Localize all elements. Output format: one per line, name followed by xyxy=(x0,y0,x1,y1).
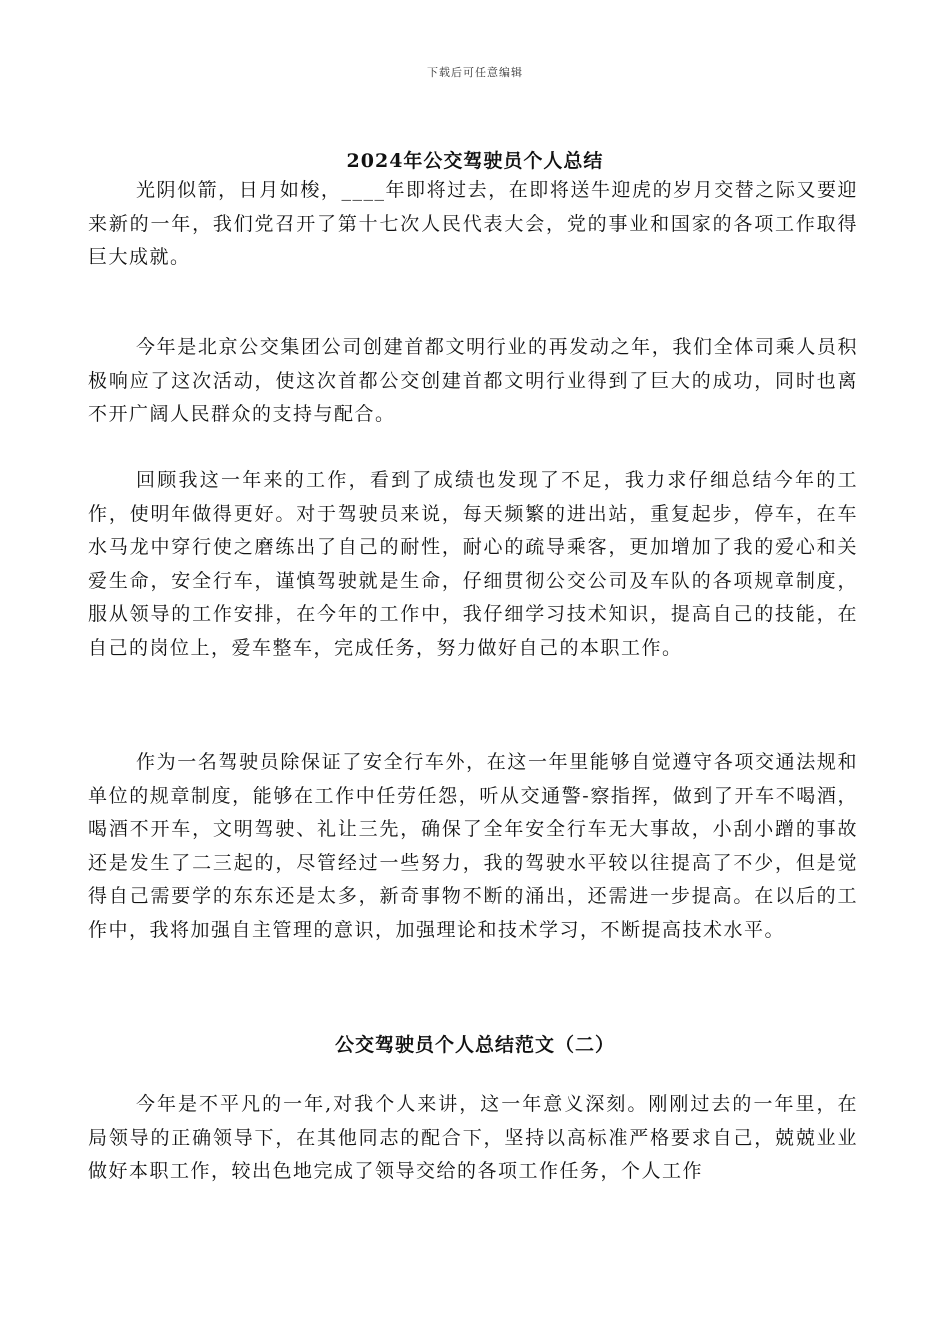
document-title: 2024年公交驾驶员个人总结 xyxy=(346,150,604,172)
section-2-paragraph: 今年是不平凡的一年,对我个人来讲，这一年意义深刻。刚刚过去的一年里，在局领导的正确领导下，在其他同志的配合下，坚持以高标准严格要求自己，兢兢业业做好本职工作，较出色地完成了领导交给的各项工作任务，个人工作 xyxy=(88,1093,858,1182)
header-note: 下载后可任意编辑 xyxy=(427,66,523,79)
paragraph-4: 作为一名驾驶员除保证了安全行车外，在这一年里能够自觉遵守各项交通法规和单位的规章制度，能够在工作中任劳任怨，听从交通警-察指挥，做到了开车不喝酒，喝酒不开车，文明驾驶、礼让三先，确保了全年安全行车无大事故，小刮小蹭的事故还是发生了二三起的，尽管经过一些努力，我的驾驶水平较以往提高了不少，但是觉得自己需要学的东东还是太多，新奇事物不断的涌出，还需进一步提高。在以后的工作中，我将加强自主管理的意识，加强理论和技术学习，不断提高技术水平。 xyxy=(88,751,858,941)
section-2-title: 公交驾驶员个人总结范文（二） xyxy=(334,1034,615,1056)
paragraph-2: 今年是北京公交集团公司创建首都文明行业的再发动之年，我们全体司乘人员积极响应了这次活动，使这次首都公交创建首都文明行业得到了巨大的成功，同时也离不开广阔人民群众的支持与配合。 xyxy=(88,336,858,425)
paragraph-1: 光阴似箭，日月如梭，____年即将过去，在即将送牛迎虎的岁月交替之际又要迎来新的一年，我们党召开了第十七次人民代表大会，党的事业和国家的各项工作取得巨大成就。 xyxy=(88,179,858,268)
paragraph-3: 回顾我这一年来的工作，看到了成绩也发现了不足，我力求仔细总结今年的工作，使明年做得更好。对于驾驶员来说，每天频繁的进出站，重复起步，停车，在车水马龙中穿行使之磨练出了自己的耐性，耐心的疏导乘客，更加增加了我的爱心和关爱生命，安全行车，谨慎驾驶就是生命，仔细贯彻公交公司及车队的各项规章制度，服从领导的工作安排，在今年的工作中，我仔细学习技术知识，提高自己的技能，在自己的岗位上，爱车整车，完成任务，努力做好自己的本职工作。 xyxy=(88,469,858,659)
